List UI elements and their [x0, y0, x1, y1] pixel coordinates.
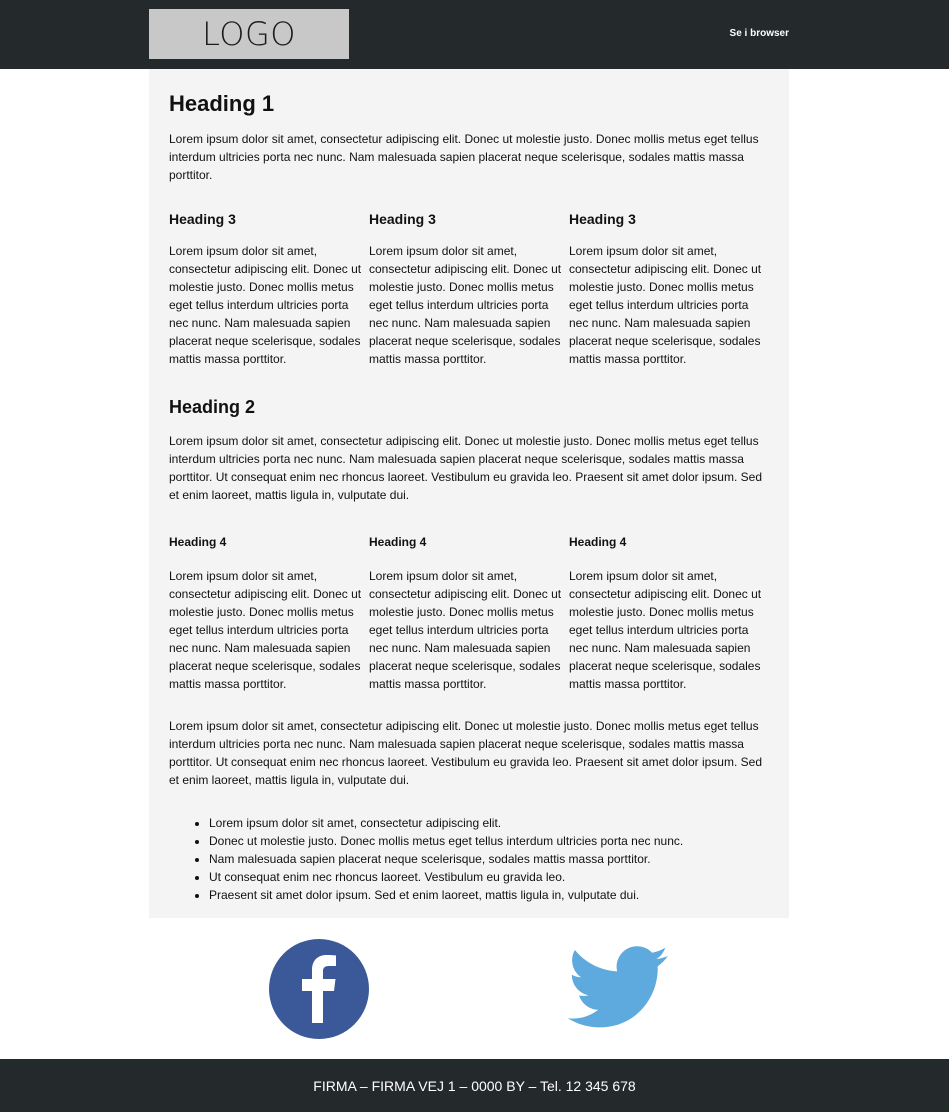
- facebook-icon[interactable]: [269, 939, 369, 1039]
- section-paragraph: Lorem ipsum dolor sit amet, consectetur adipiscing elit. Donec ut molestie justo. Donec mollis metus eget tellus interdum ultricies porta nec nunc. Nam malesuada sapien placerat neque scelerisque, sodales mattis massa porttitor. Ut consequat enim nec rhoncus laoreet. Vestibulum eu gravida leo. Praesent sit amet dolor ipsum. Sed et enim laoreet, mattis ligula in, vulputate dui.: [169, 434, 762, 502]
- bullet-list: [169, 814, 769, 904]
- twitter-icon[interactable]: [568, 946, 670, 1030]
- list-item: • Donec ut molestie justo. Donec mollis metus eget tellus interdum ultricies porta nec nunc.: [209, 832, 769, 850]
- heading4-columns: [169, 534, 769, 693]
- heading-3: Heading 3: [369, 211, 436, 227]
- column: [369, 534, 569, 693]
- heading-4: Heading 4: [169, 535, 227, 549]
- list-item: • Lorem ipsum dolor sit amet, consectetur adipiscing elit.: [209, 814, 769, 832]
- list-item: • Nam malesuada sapien placerat neque scelerisque, sodales mattis massa porttitor.: [209, 850, 769, 868]
- column: [369, 210, 569, 368]
- column: [169, 534, 369, 693]
- column-text: Lorem ipsum dolor sit amet, consectetur adipiscing elit. Donec ut molestie justo. Donec mollis metus eget tellus interdum ultricies porta nec nunc. Nam malesuada sapien placerat neque scelerisque, sodales mattis massa porttitor.: [369, 569, 562, 691]
- heading-4: Heading 4: [369, 535, 427, 549]
- column-text: Lorem ipsum dolor sit amet, consectetur adipiscing elit. Donec ut molestie justo. Donec mollis metus eget tellus interdum ultricies porta nec nunc. Nam malesuada sapien placerat neque scelerisque, sodales mattis massa porttitor.: [169, 244, 362, 366]
- heading-1: Heading 1: [169, 91, 275, 116]
- footer-contact-text: FIRMA – FIRMA VEJ 1 – 0000 BY – Tel. 12 345 678: [313, 1077, 636, 1094]
- column-text: Lorem ipsum dolor sit amet, consectetur adipiscing elit. Donec ut molestie justo. Donec mollis metus eget tellus interdum ultricies porta nec nunc. Nam malesuada sapien placerat neque scelerisque, sodales mattis massa porttitor.: [169, 569, 362, 691]
- closing-paragraph: Lorem ipsum dolor sit amet, consectetur adipiscing elit. Donec ut molestie justo. Donec mollis metus eget tellus interdum ultricies porta nec nunc. Nam malesuada sapien placerat neque scelerisque, sodales mattis massa porttitor. Ut consequat enim nec rhoncus laoreet. Vestibulum eu gravida leo. Praesent sit amet dolor ipsum. Sed et enim laoreet, mattis ligula in, vulputate dui.: [169, 719, 762, 787]
- list-item: • Ut consequat enim nec rhoncus laoreet. Vestibulum eu gravida leo.: [209, 868, 769, 886]
- heading-2: Heading 2: [169, 397, 256, 417]
- newsletter-content: [149, 69, 789, 918]
- intro-paragraph: Lorem ipsum dolor sit amet, consectetur adipiscing elit. Donec ut molestie justo. Donec mollis metus eget tellus interdum ultricies porta nec nunc. Nam malesuada sapien placerat neque scelerisque, sodales mattis massa porttitor.: [169, 132, 759, 182]
- logo[interactable]: LOGO: [149, 9, 349, 59]
- footer: [0, 1059, 949, 1112]
- column-text: Lorem ipsum dolor sit amet, consectetur adipiscing elit. Donec ut molestie justo. Donec mollis metus eget tellus interdum ultricies porta nec nunc. Nam malesuada sapien placerat neque scelerisque, sodales mattis massa porttitor.: [369, 244, 562, 366]
- column-text: Lorem ipsum dolor sit amet, consectetur adipiscing elit. Donec ut molestie justo. Donec mollis metus eget tellus interdum ultricies porta nec nunc. Nam malesuada sapien placerat neque scelerisque, sodales mattis massa porttitor.: [569, 569, 762, 691]
- column-text: Lorem ipsum dolor sit amet, consectetur adipiscing elit. Donec ut molestie justo. Donec mollis metus eget tellus interdum ultricies porta nec nunc. Nam malesuada sapien placerat neque scelerisque, sodales mattis massa porttitor.: [569, 244, 762, 366]
- list-item: • Praesent sit amet dolor ipsum. Sed et enim laoreet, mattis ligula in, vulputate dui.: [209, 886, 769, 904]
- column: [569, 210, 769, 368]
- column: [169, 210, 369, 368]
- heading3-columns: [169, 210, 769, 368]
- heading-3: Heading 3: [169, 211, 236, 227]
- header-bar: [0, 0, 949, 69]
- social-links: [0, 938, 949, 1040]
- view-in-browser-link[interactable]: Se i browser: [729, 28, 789, 39]
- heading-3: Heading 3: [569, 211, 636, 227]
- heading-4: Heading 4: [569, 535, 627, 549]
- column: [569, 534, 769, 693]
